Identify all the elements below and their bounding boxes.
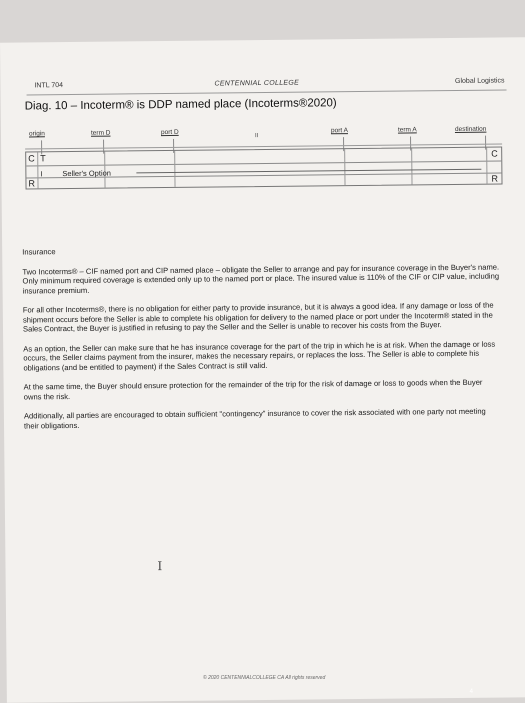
label-term-a: term A <box>397 126 417 134</box>
diagram-title: Diag. 10 – Incoterm® is DDP named place (Incoterms®2020) <box>24 97 337 113</box>
label-destination: destination <box>454 125 487 133</box>
cell-c-left: C <box>28 153 35 164</box>
label-term-d: term D <box>90 129 111 137</box>
program-name: Global Logistics <box>454 77 505 85</box>
cell-r-right: R <box>491 173 499 184</box>
cell-r-left: R <box>28 178 36 189</box>
option-marker: I <box>40 169 43 179</box>
grid-col-divider <box>486 148 487 184</box>
paragraph-contingency: Additionally, all parties are encouraged to obtain sufficient "contingency" insurance to cover the risk associated with one party not meeting their obligations. <box>23 406 486 431</box>
section-heading: Insurance <box>22 247 56 257</box>
label-port-a: port A <box>330 127 348 135</box>
responsibility-grid <box>25 146 502 189</box>
college-name: CENTENNIAL COLLEGE <box>214 79 300 88</box>
grid-col-divider <box>37 152 38 188</box>
label-origin: origin <box>28 130 45 138</box>
label-port-d: port D <box>160 128 179 137</box>
grid-col-divider <box>344 149 345 185</box>
cell-c-right: C <box>491 148 498 159</box>
incoterm-diagram <box>25 125 503 190</box>
paragraph-seller-option: As an option, the Seller can make sure that he has insurance coverage for the part of the trip in which he is at risk. When the damage or loss occurs, the Seller claims payment from the insurer, makes the necessary repairs, or replaces the loss. The Seller is able to complete his obligations (and be entitled to payment) if the Sales Contract is still valid. <box>23 339 496 373</box>
mid-mark: II <box>254 133 259 140</box>
paragraph-cif-cip: Two Incoterms® – CIF named port and CIP named place – obligate the Seller to arrange and pay for insurance coverage in the Buyer's name. Only minimum required coverage is extended only up to the named port or place. The insured value is 110% of the CIF or CIP value, including insurance premium. <box>22 262 500 296</box>
document-page <box>0 37 525 702</box>
footer-copyright: © 2020 CENTENNIALCOLLEGE CA All rights reserved <box>203 675 326 681</box>
course-code: INTL 704 <box>34 82 64 90</box>
paragraph-other-incoterms: For all other Incoterms®, there is no obligation for either party to provide insurance, but it is always a good idea. If any damage or loss of the shipment occurs before the Seller is able to complete his obligation for delivery to the named place or port under the Incoterm® stated in the Sales Contract, the Buyer is justified in refusing to pay the Seller and the Seller is unable to recover his costs from the Buyer. <box>22 300 494 334</box>
grid-row-divider <box>26 161 501 167</box>
cell-t-left: T <box>40 153 46 164</box>
insurance-section <box>22 243 502 441</box>
text-cursor-icon: I <box>157 559 163 574</box>
page-number: 4 <box>469 689 473 695</box>
grid-col-divider <box>174 151 175 187</box>
grid-col-divider <box>411 148 412 184</box>
paragraph-buyer-protection: At the same time, the Buyer should ensure protection for the remainder of the trip for the risk of damage or loss to goods when the Buyer owns the risk. <box>23 377 483 402</box>
sellers-option-label: Seller's Option <box>62 168 111 179</box>
